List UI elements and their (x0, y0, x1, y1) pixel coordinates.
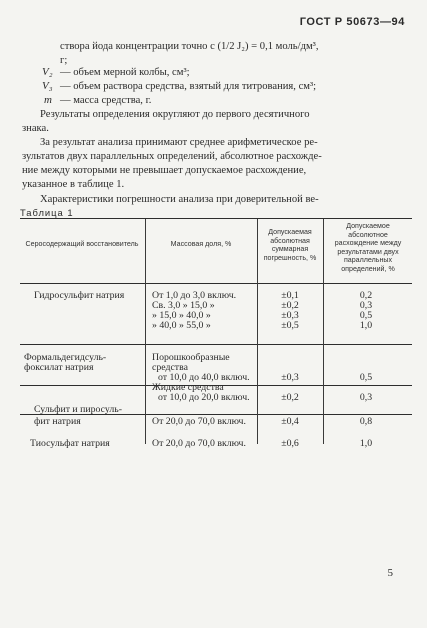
def-m-text: — масса средства, г. (60, 95, 152, 106)
row2-name-1: Формальдегидсуль- (24, 352, 107, 363)
row2-diff-1: 0,5 (359, 372, 373, 383)
row1-diff-4: 1,0 (359, 320, 373, 331)
row1-diff-1: 0,2 (359, 290, 373, 301)
standard-header: ГОСТ Р 50673—94 (299, 16, 405, 28)
row1-diff-2: 0,3 (359, 300, 373, 311)
row4-range-1: От 20,0 до 70,0 включ. (152, 438, 246, 449)
row1-name: Гидросульфит натрия (34, 290, 125, 301)
para1-line-1: Результаты определения округляют до первого десятичного (40, 109, 310, 120)
row1-range-2: Св. 3,0 » 15,0 » (152, 300, 215, 311)
row1-range-3: » 15,0 » 40,0 » (152, 310, 211, 321)
row2-range-4: Жидкие средства (152, 382, 224, 393)
row1-diff-3: 0,5 (359, 310, 373, 321)
header-reducer: Серосодержащий восстановитель (25, 240, 139, 248)
row2-diff-2: 0,3 (359, 392, 373, 403)
body-line-1: створа йода концентрации точно с (1/2 J₂) = 0,1 моль/дм³, (60, 41, 319, 52)
row1-error-2: ±0,2 (281, 300, 299, 311)
row1-error-1: ±0,1 (281, 290, 299, 301)
def-v2-symbol: V₂ (42, 66, 53, 78)
def-v2-text: — объем мерной колбы, см³; (60, 67, 190, 78)
row4-diff-1: 1,0 (359, 438, 373, 449)
para3-line-1: Характеристики погрешности анализа при доверительной ве- (40, 194, 319, 205)
row3-name-2: фит натрия (34, 416, 81, 427)
para2-line-3: ние между которыми не превышает допускаемое расхождение, (22, 165, 307, 176)
page-number: 5 (387, 567, 393, 579)
def-v3-text: — объем раствора средства, взятый для титрования, см³; (60, 81, 317, 92)
header-allowed-difference: Допускаемое абсолютное расхождение между результатами двух параллельных определений, % (334, 222, 402, 273)
row2-name-2: фоксилат натрия (24, 362, 94, 373)
row2-range-1: Порошкообразные (152, 352, 230, 363)
row2-error-2: ±0,2 (281, 392, 299, 403)
row2-error-1: ±0,3 (281, 372, 299, 383)
para2-line-1: За результат анализа принимают среднее арифметическое ре- (40, 137, 318, 148)
para2-line-4: указанное в таблице 1. (22, 179, 125, 190)
para1-line-2: знака. (22, 123, 49, 134)
def-v3-symbol: V₃ (42, 80, 53, 92)
row3-name-1: Сульфит и пиросуль- (34, 404, 122, 415)
header-mass-fraction: Массовая доля, % (170, 240, 232, 248)
header-total-error: Допускаемая абсолютная суммарная погрешность, % (263, 228, 317, 262)
para2-line-2: зультатов двух параллельных определений, абсолютное расхожде- (22, 151, 322, 162)
row1-error-3: ±0,3 (281, 310, 299, 321)
row1-range-1: От 1,0 до 3,0 включ. (152, 290, 237, 301)
row3-error-1: ±0,4 (281, 416, 299, 427)
row1-error-4: ±0,5 (281, 320, 299, 331)
row1-range-4: » 40,0 » 55,0 » (152, 320, 211, 331)
body-line-2: г; (60, 55, 68, 66)
row4-name: Тиосульфат натрия (30, 438, 110, 449)
row4-error-1: ±0,6 (281, 438, 299, 449)
row2-range-5: от 10,0 до 20,0 включ. (158, 392, 250, 403)
row2-range-2: средства (152, 362, 188, 373)
table-caption: Таблица 1 (20, 207, 74, 218)
row2-range-3: от 10,0 до 40,0 включ. (158, 372, 250, 383)
def-m-symbol: m (44, 94, 52, 106)
row3-range-1: От 20,0 до 70,0 включ. (152, 416, 246, 427)
row3-diff-1: 0,8 (359, 416, 373, 427)
